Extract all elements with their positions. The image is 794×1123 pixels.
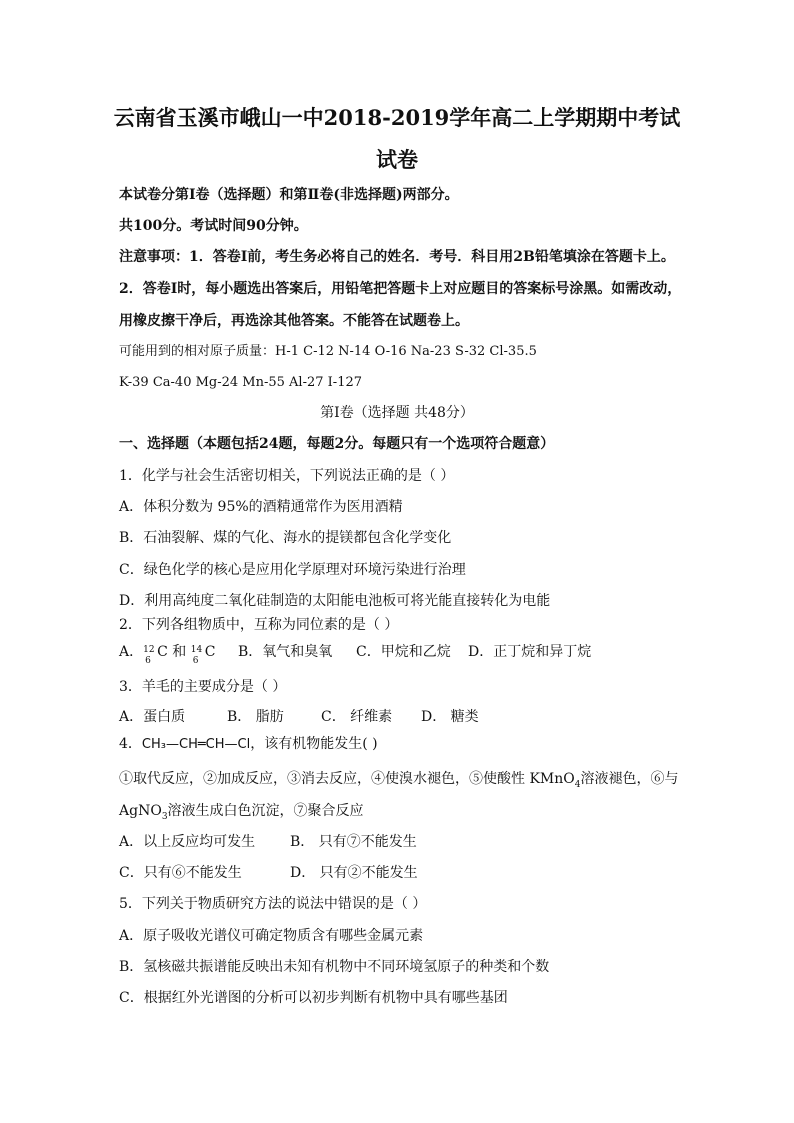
q4-reactions-line-1 xyxy=(119,770,678,788)
part1-header: 第Ⅰ卷（选择题 共48分） xyxy=(320,405,474,421)
q1-option-b: B．石油裂解、煤的气化、海水的提镁都包含化学变化 xyxy=(119,530,452,546)
intro-line-2: 共100分。考试时间90分钟。 xyxy=(119,218,308,234)
q2-stem: 2．下列各组物质中，互称为同位素的是（ ） xyxy=(119,617,399,633)
q2-nuclide-1-mass: 12 xyxy=(143,645,155,655)
exam-title-line2: 试卷 xyxy=(376,147,418,172)
q4-reactions-line-2-subscript: 3 xyxy=(161,811,168,822)
q2-option-c: C．甲烷和乙烷 xyxy=(356,644,451,660)
q3-option-d: D． 糖类 xyxy=(421,709,479,725)
notice-line-2: 2．答卷Ⅰ时，每小题选出答案后，用铅笔把答题卡上对应题目的答案标号涂黑。如需改动， xyxy=(119,281,682,297)
notice-line-1: 注意事项：1．答卷Ⅰ前，考生务必将自己的姓名．考号．科目用2B铅笔填涂在答题卡上。 xyxy=(119,249,675,265)
q2-option-a-prefix: A． xyxy=(119,644,144,660)
q5-stem: 5．下列关于物质研究方法的说法中错误的是（ ） xyxy=(119,896,427,912)
q1-option-c: C．绿色化学的核心是应用化学原理对环境污染进行治理 xyxy=(119,562,466,578)
q3-option-b: B． 脂肪 xyxy=(227,709,284,725)
q2-option-a-and: 和 xyxy=(167,644,191,660)
q4-reactions-line-2 xyxy=(119,802,364,820)
q2-option-d: D．正丁烷和异丁烷 xyxy=(468,644,592,660)
q2-nuclide-1-element: C xyxy=(157,644,168,660)
section1-header: 一、选择题（本题包括24题，每题2分。每题只有一个选项符合题意） xyxy=(119,436,555,452)
atomic-masses-line-1: 可能用到的相对原子质量：H-1 C-12 N-14 O-16 Na-23 S-32 Cl-35.5 xyxy=(119,344,537,359)
exam-title-line1: 云南省玉溪市峨山一中2018-2019学年高二上学期期中考试 xyxy=(113,105,681,130)
atomic-masses-line-2: K-39 Ca-40 Mg-24 Mn-55 Al-27 I-127 xyxy=(119,375,363,390)
q3-option-a: A．蛋白质 xyxy=(119,709,186,725)
q4-reactions-line-2-b: 溶液生成白色沉淀，⑦聚合反应 xyxy=(167,803,364,819)
q4-reactions-line-1-subscript: 4 xyxy=(574,779,581,790)
intro-line-1: 本试卷分第Ⅰ卷（选择题）和第Ⅱ卷(非选择题)两部分。 xyxy=(119,187,459,203)
q1-stem: 1．化学与社会生活密切相关，下列说法正确的是（ ） xyxy=(119,468,455,484)
q4-structural-formula: CH₃—CH═CH—Cl xyxy=(141,737,251,752)
q4-reactions-line-2-a: AgNO xyxy=(119,803,162,819)
q2-option-b: B．氧气和臭氧 xyxy=(238,644,333,660)
q4-reactions-line-1-b: 溶液褪色，⑥与 xyxy=(580,771,679,787)
q2-nuclide-2-mass: 14 xyxy=(190,645,203,655)
q2-option-a xyxy=(119,643,216,666)
q2-nuclide-1-indices xyxy=(143,643,157,666)
q4-stem xyxy=(119,735,378,754)
q4-option-c: C．只有⑥不能发生 xyxy=(119,865,242,881)
q4-option-b: B． 只有⑦不能发生 xyxy=(290,834,417,850)
q2-nuclide-2-indices xyxy=(190,643,205,666)
q4-prefix: 4． xyxy=(119,736,142,752)
q4-option-d: D． 只有②不能发生 xyxy=(290,865,418,881)
q5-option-a: A．原子吸收光谱仪可确定物质含有哪些金属元素 xyxy=(119,928,424,944)
q4-reactions-line-1-a: ①取代反应，②加成反应，③消去反应，④使溴水褪色，⑤使酸性 KMnO xyxy=(119,771,575,787)
q2-nuclide-2-element: C xyxy=(204,644,216,660)
q5-option-b: B．氢核磁共振谱能反映出未知有机物中不同环境氢原子的种类和个数 xyxy=(119,959,550,975)
notice-line-3: 用橡皮擦干净后，再选涂其他答案。不能答在试题卷上。 xyxy=(119,313,469,329)
q2-nuclide-1-number: 6 xyxy=(145,656,151,666)
q1-option-a: A．体积分数为 95%的酒精通常作为医用酒精 xyxy=(119,499,403,515)
q5-option-c: C．根据红外光谱图的分析可以初步判断有机物中具有哪些基团 xyxy=(119,990,508,1006)
q2-nuclide-2-number: 6 xyxy=(192,656,199,666)
q1-option-d: D．利用高纯度二氧化硅制造的太阳能电池板可将光能直接转化为电能 xyxy=(119,593,551,609)
q3-stem: 3．羊毛的主要成分是（ ） xyxy=(119,679,287,695)
q4-option-a: A．以上反应均可发生 xyxy=(119,834,256,850)
q3-option-c: C． 纤维素 xyxy=(321,709,393,725)
q4-suffix: ，该有机物能发生( ) xyxy=(250,736,378,752)
